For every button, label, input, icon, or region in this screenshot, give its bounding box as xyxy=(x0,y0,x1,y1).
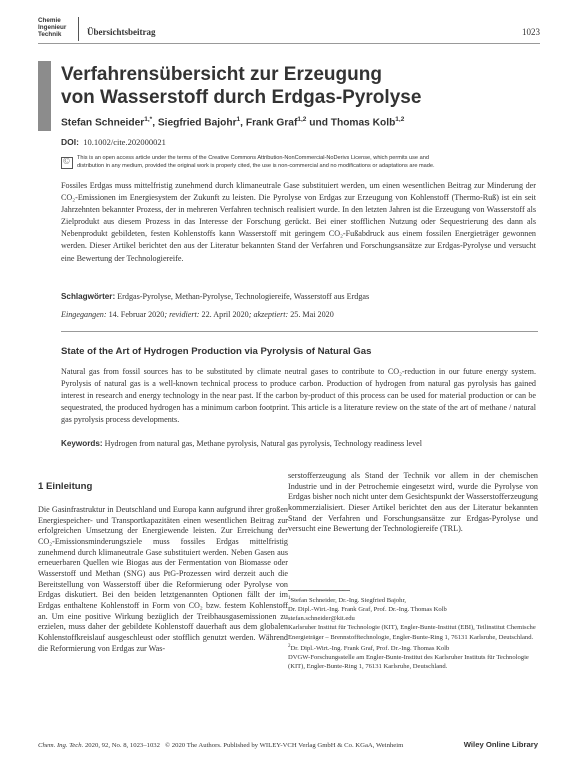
title-line: Verfahrensübersicht zur Erzeugung xyxy=(61,64,382,85)
footnote-text: Karlsruher Institut für Technologie (KIT), Engler-Bunte-Institut (EBI), Teilinstitut Chemische Energieträger – Brennstofftechnologie, Engler-Bunte-Ring 1, 76131 Karlsruhe, Deutschland. xyxy=(288,624,536,641)
doi-label: DOI: xyxy=(61,137,79,147)
open-access-symbol: © xyxy=(63,156,70,166)
body-right-column: serstofferzeugung als Stand der Technik vor allem in der chemischen Industrie und in der Petrochemie eingesetzt wird, wurde die Pyrolyse von Erdgas bisher noch nicht unter dem Gesichtspunkt der Wasserstofferzeugung kommerzialisiert. Dieser Artikel berichtet den aus der Literatur bekannten Stand der Verfahren und Forschungsansätze zur Erdgas-Pyrolyse und versucht eine Bewertung der Technologiereife (TRL). xyxy=(288,471,538,534)
footnote-line xyxy=(288,605,538,614)
footnote-text: stefan.schneider@kit.edu xyxy=(288,615,355,623)
keywords-label: Schlagwörter: xyxy=(61,292,116,301)
journal-logo xyxy=(38,17,66,39)
revised-date: 22. April 2020 xyxy=(201,310,249,319)
abstract-german: Fossiles Erdgas muss mittelfristig zunehmend durch klimaneutrale Gase substituiert werden, um einen wesentlichen Beitrag zur Minderung der CO₂-Emissionen im Energiesystem der Zukunft zu leisten. Die Pyrolyse von Erdgas zur Erzeugung von Kohlenstoff (Thermo-Ruß) ist ein seit Jahrzehnten bekannter Prozess, der in mehreren Verfahren technisch realisiert wurde. In den letzten Jahren ist die Erzeugung von Wasserstoff als Zielprodukt aus diesem Prozess in das Interesse der Forschung gerückt. Bei einer stofflichen Nutzung oder Sequestrierung des dann als Nebenprodukt gebildeten, festen Kohlenstoffs kann Wasserstoff mit geringem CO₂-Fußabdruck aus einem fossilen Energieträger gewonnen werden. Dieser Artikel berichtet den aus der Literatur bekannten Stand der Verfahren und Forschungsansätze zur Erdgas-Pyrolyse und versucht eine Bewertung der Technologiereife. xyxy=(61,181,536,263)
footnote-text: Stefan Schneider, Dr.-Ing. Siegfried Bajohr, xyxy=(290,597,407,605)
author-affiliation: 1,* xyxy=(144,116,153,123)
footnote-text: DVGW-Forschungsstelle am Engler-Bunte-Institut des Karlsruher Instituts für Technologie (KIT), Engler-Bunte-Ring 1, 76131 Karlsruhe, Deutschland. xyxy=(288,653,529,671)
footnote-line xyxy=(288,653,538,671)
footnote-marker: 1 xyxy=(288,596,291,601)
doi-link[interactable]: 10.1002/cite.202000021 xyxy=(83,137,166,147)
article-dates: Eingegangen: 14. Februar 2020; revidiert: 22. April 2020; akzeptiert: 25. Mai 2020 xyxy=(61,310,334,319)
footnote-line xyxy=(288,623,538,641)
license-line: distribution in any medium, provided the original work is properly cited, the use is non-commercial and no modifications or adaptations are made. xyxy=(77,162,435,169)
title-line: von Wasserstoff durch Erdgas-Pyrolyse xyxy=(61,87,422,108)
author-name: Frank Graf xyxy=(245,117,298,129)
header-divider xyxy=(38,43,540,44)
footnote-line xyxy=(288,594,538,605)
english-title: State of the Art of Hydrogen Production via Pyrolysis of Natural Gas xyxy=(61,346,372,357)
author-name: Stefan Schneider xyxy=(61,117,145,129)
author-affiliation: 1,2 xyxy=(395,116,405,123)
logo-line: Technik xyxy=(38,31,62,39)
body-left-column: Die Gasinfrastruktur in Deutschland und Europa kann aufgrund ihrer großen Energiespeicher- und Transportkapazitäten einen wesentlichen Beitrag zur erfolgreichen Umsetzung der Energiewende leisten. Zur Erreichung der CO₂-Emissionsminderungsziele muss fossiles Erdgas mittelfristig zunehmend durch klimaneutrale Gase substituiert werden. Neben Gasen aus erneuerbaren Quellen wie Biogas aus der Fermentation von Biomasse oder Wasserstoff und Methan (SNG) aus PtG-Prozessen wird derzeit auch die Bereitstellung von Wasserstoff über die Reformierung oder Pyrolyse von Erdgas diskutiert. Bei den beiden letztgenannten Optionen fällt der im Erdgas enthaltene Kohlenstoff in Form von CO₂ bzw. festem Kohlenstoff an. Um eine positive Wirkung bezüglich der Treibhausgasemissionen zu erzielen, muss daher der gebildete Kohlenstoff dauerhaft aus dem globalen Kohlenstoffkreislauf ausgeschleust oder stofflich genutzt werden. Während die Reformierung von Erdgas zur Was- xyxy=(38,505,288,653)
title-accent-bar xyxy=(38,61,51,131)
keywords-english xyxy=(61,439,536,448)
author-affiliation: 1,2 xyxy=(297,116,307,123)
author-affiliation: 1 xyxy=(236,116,241,123)
keywords-label: Keywords: xyxy=(61,439,103,448)
accepted-label: akzeptiert: xyxy=(253,310,289,319)
logo-line: Chemie xyxy=(38,17,61,24)
license-line: This is an open access article under the terms of the Creative Commons Attribution-NonCommercial-NoDerivs License, which permits use and xyxy=(77,155,429,161)
footnote-divider xyxy=(288,590,350,591)
received-date: 14. Februar 2020 xyxy=(108,310,165,319)
license-note xyxy=(77,155,537,170)
wiley-online-library-logo[interactable]: Wiley Online Library xyxy=(463,740,538,749)
keywords-text: Erdgas-Pyrolyse, Methan-Pyrolyse, Technologiereife, Wasserstoff aus Erdgas xyxy=(117,292,370,301)
doi xyxy=(61,137,166,147)
author-separator: , xyxy=(152,117,158,129)
footnote-marker: 2 xyxy=(288,643,291,649)
section-label: Übersichtsbeitrag xyxy=(87,27,156,37)
footnote-text: Dr. Dipl.-Wirt.-Ing. Frank Graf, Prof. Dr.-Ing. Thomas Kolb xyxy=(290,644,450,652)
author-list xyxy=(61,116,531,128)
footnotes xyxy=(288,594,538,671)
journal-abbrev: Chem. Ing. Tech. xyxy=(38,742,84,749)
article-title xyxy=(61,63,531,109)
logo-divider xyxy=(78,17,79,41)
footnote-line xyxy=(288,642,538,653)
abstract-divider xyxy=(61,331,538,332)
footnote-text: Dr. Dipl.-Wirt.-Ing. Frank Graf, Prof. Dr.-Ing. Thomas Kolb xyxy=(288,606,447,614)
author-name: Thomas Kolb xyxy=(330,117,396,129)
section-heading: 1 Einleitung xyxy=(38,481,93,492)
page-number: 1023 xyxy=(522,27,540,37)
abstract-english: Natural gas from fossil sources has to be substituted by climate neutral gases to contribute to CO₂-reduction in our future energy system. Pyrolysis of natural gas is a well-known technical process to produce carbon. Production of hydrogen from natural gas pyrolysis has gained interest in research and energy technology in the near past. If the carbon by-product of this process can be used for material production or can be sequestrated, the produced hydrogen has a minimum carbon footprint. This article is a literature review on the state of the art of methane / natural gas pyrolysis process developments. xyxy=(61,367,536,425)
keywords-german xyxy=(61,292,536,301)
accepted-date: 25. Mai 2020 xyxy=(290,310,334,319)
open-access-icon xyxy=(61,157,73,169)
author-separator: , xyxy=(240,117,246,129)
footnote-email[interactable] xyxy=(288,614,538,623)
keywords-text: Hydrogen from natural gas, Methane pyrolysis, Natural gas pyrolysis, Technology readiness level xyxy=(104,439,423,448)
revised-label: revidiert: xyxy=(169,310,200,319)
author-and: und xyxy=(306,117,331,129)
copyright: © 2020 The Authors. Published by WILEY-VCH Verlag GmbH & Co. KGaA, Weinheim xyxy=(165,742,404,749)
citation: 2020, 92, No. 8, 1023–1032 xyxy=(84,742,160,749)
author-name: Siegfried Bajohr xyxy=(157,117,237,129)
received-label: Eingegangen: xyxy=(61,310,107,319)
logo-line: Ingenieur xyxy=(38,24,67,32)
